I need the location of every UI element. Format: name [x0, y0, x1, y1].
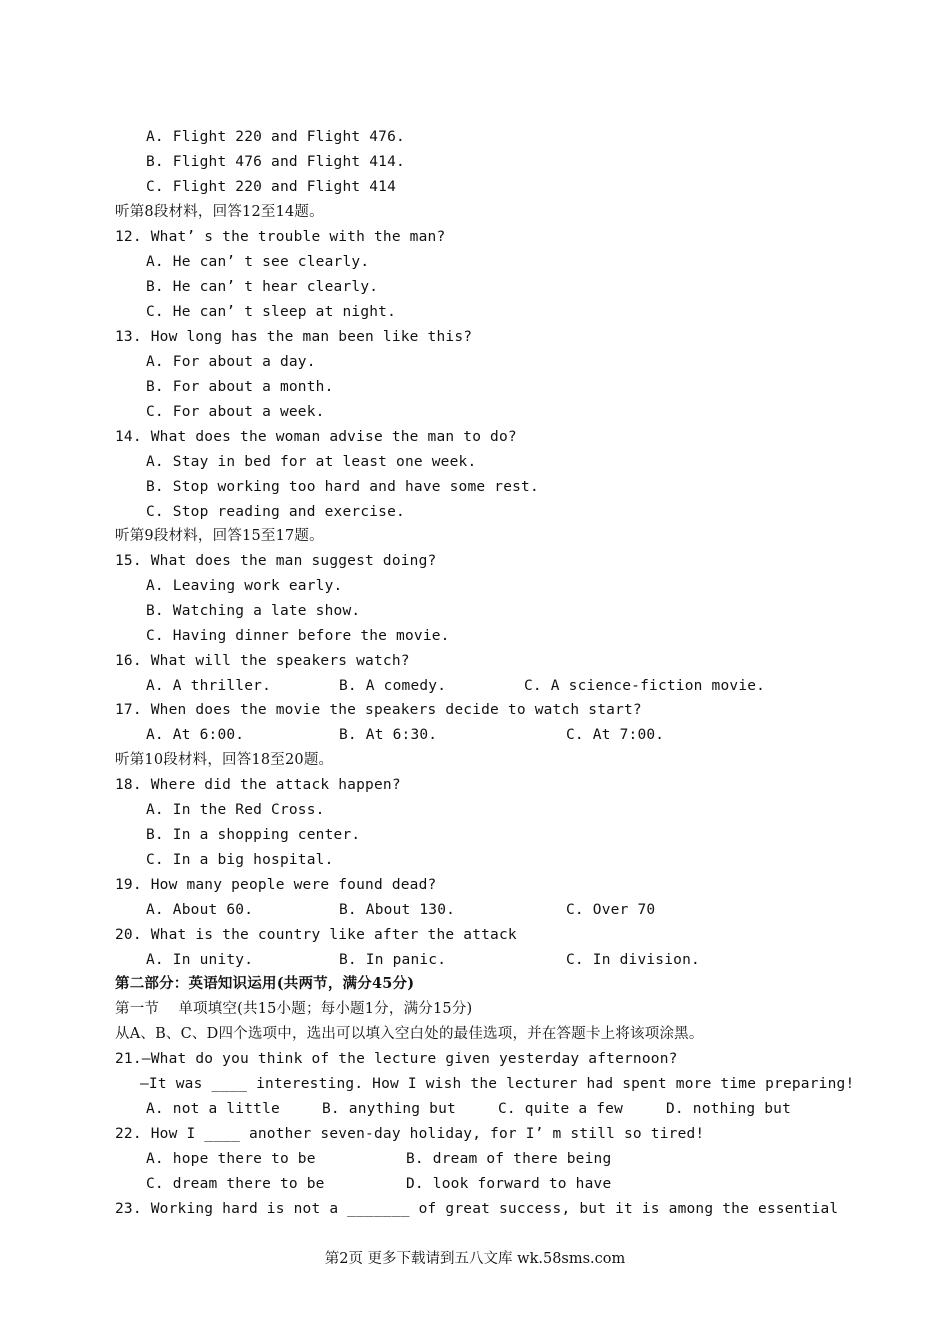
q18-stem: 18. Where did the attack happen? — [115, 777, 401, 793]
q16-stem: 16. What will the speakers watch? — [115, 653, 410, 669]
section8-intro: 听第8段材料，回答12至14题。 — [115, 204, 324, 220]
q14-option-c: C. Stop reading and exercise. — [146, 504, 405, 520]
q15-stem: 15. What does the man suggest doing? — [115, 553, 437, 569]
q22-stem: 22. How I ____ another seven-day holiday, for I’ m still so tired! — [115, 1126, 705, 1142]
q14-option-a: A. Stay in bed for at least one week. — [146, 454, 477, 470]
q11-option-a: A. Flight 220 and Flight 476. — [146, 129, 405, 145]
q13-option-a: A. For about a day. — [146, 354, 316, 370]
part2-title: 第二部分：英语知识运用(共两节，满分45分) — [115, 975, 415, 992]
q12-stem: 12. What’ s the trouble with the man? — [115, 229, 446, 245]
part2-instructions: 从A、B、C、D四个选项中，选出可以填入空白处的最佳选项，并在答题卡上将该项涂黑。 — [115, 1026, 704, 1042]
q20-option-a: A. In unity. — [146, 952, 254, 968]
section10-intro: 听第10段材料，回答18至20题。 — [115, 752, 334, 768]
q16-option-a: A. A thriller. — [146, 678, 272, 694]
q19-option-a: A. About 60. — [146, 902, 254, 918]
q13-option-b: B. For about a month. — [146, 379, 334, 395]
q17-stem: 17. When does the movie the speakers decide to watch start? — [115, 702, 642, 718]
q21-stem: 21.—What do you think of the lecture given yesterday afternoon? — [115, 1051, 678, 1067]
q13-option-c: C. For about a week. — [146, 404, 325, 420]
part2-section1-heading: 第一节 单项填空(共15小题；每小题1分，满分15分) — [115, 1001, 473, 1017]
q18-option-a: A. In the Red Cross. — [146, 802, 325, 818]
q22-option-c: C. dream there to be — [146, 1176, 325, 1192]
q19-stem: 19. How many people were found dead? — [115, 877, 437, 893]
q16-option-c: C. A science-fiction movie. — [524, 678, 766, 694]
q20-option-b: B. In panic. — [339, 952, 447, 968]
q21-stem-reply: —It was ____ interesting. How I wish the lecturer had spent more time preparing! — [140, 1076, 855, 1092]
q14-stem: 14. What does the woman advise the man to do? — [115, 429, 517, 445]
q16-option-b: B. A comedy. — [339, 678, 447, 694]
q12-option-b: B. He can’ t hear clearly. — [146, 279, 379, 295]
q15-option-a: A. Leaving work early. — [146, 578, 343, 594]
q18-option-b: B. In a shopping center. — [146, 827, 361, 843]
q21-option-c: C. quite a few — [498, 1101, 624, 1117]
q19-option-b: B. About 130. — [339, 902, 456, 918]
q17-option-b: B. At 6:30. — [339, 727, 438, 743]
q12-option-c: C. He can’ t sleep at night. — [146, 304, 397, 320]
q14-option-b: B. Stop working too hard and have some rest. — [146, 479, 539, 495]
q15-option-b: B. Watching a late show. — [146, 603, 361, 619]
q11-option-c: C. Flight 220 and Flight 414 — [146, 179, 397, 195]
q17-option-c: C. At 7:00. — [566, 727, 665, 743]
q12-option-a: A. He can’ t see clearly. — [146, 254, 370, 270]
q20-option-c: C. In division. — [566, 952, 700, 968]
q22-option-b: B. dream of there being — [406, 1151, 612, 1167]
q18-option-c: C. In a big hospital. — [146, 852, 334, 868]
q21-option-d: D. nothing but — [666, 1101, 792, 1117]
page-footer: 第2页 更多下载请到五八文库 wk.58sms.com — [324, 1251, 626, 1267]
q21-option-b: B. anything but — [322, 1101, 456, 1117]
q11-option-b: B. Flight 476 and Flight 414. — [146, 154, 405, 170]
q15-option-c: C. Having dinner before the movie. — [146, 628, 450, 644]
q23-stem: 23. Working hard is not a _______ of great success, but it is among the essential — [115, 1201, 839, 1217]
q17-option-a: A. At 6:00. — [146, 727, 245, 743]
q19-option-c: C. Over 70 — [566, 902, 656, 918]
q20-stem: 20. What is the country like after the attack — [115, 927, 517, 943]
q22-option-a: A. hope there to be — [146, 1151, 316, 1167]
q13-stem: 13. How long has the man been like this? — [115, 329, 473, 345]
q22-option-d: D. look forward to have — [406, 1176, 612, 1192]
q21-option-a: A. not a little — [146, 1101, 280, 1117]
section9-intro: 听第9段材料，回答15至17题。 — [115, 528, 324, 544]
